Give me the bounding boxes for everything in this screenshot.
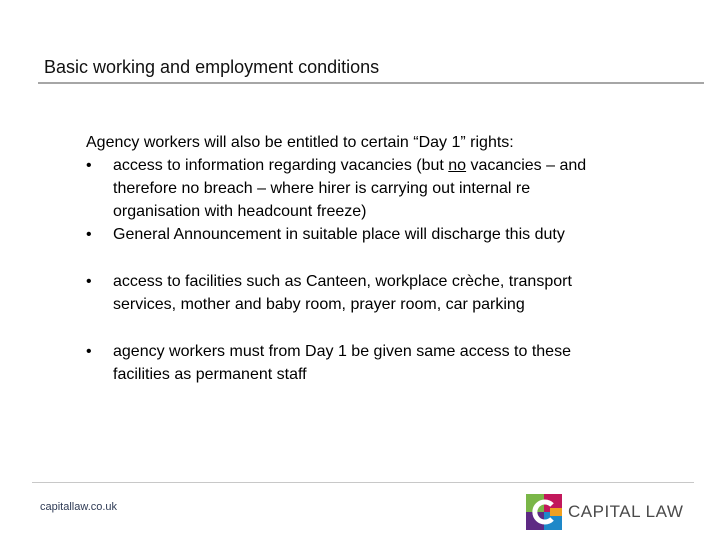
bullet-item [86, 223, 606, 246]
title-divider [38, 82, 704, 84]
bullet-item [86, 340, 606, 386]
footer-divider [32, 482, 694, 483]
bullet-marker: • [86, 226, 92, 243]
bullet-emphasis: no [448, 157, 467, 174]
bullet-text: agency workers must from Day 1 be given same access to these facilities as permanent staff [113, 343, 571, 383]
bullet-marker: • [86, 343, 92, 360]
bullet-item [86, 270, 606, 316]
slide-body [86, 131, 606, 386]
slide-title: Basic working and employment conditions [44, 57, 380, 77]
bullet-marker: • [86, 157, 92, 174]
intro-text: Agency workers will also be entitled to certain “Day 1” rights: [86, 134, 514, 151]
company-wordmark: CAPITAL LAW [568, 502, 684, 521]
footer-website: capitallaw.co.uk [40, 501, 118, 513]
bullet-text: access to facilities such as Canteen, workplace crèche, transport services, mother and baby room, prayer room, car parking [113, 273, 572, 313]
capital-law-c-icon [526, 494, 562, 530]
bullet-text-part: access to information regarding vacancies (but [113, 157, 449, 174]
bullet-text-part: vacancies – and therefore no breach – where hirer is carrying out internal re organisation with headcount freeze) [113, 157, 587, 220]
bullet-item [86, 154, 606, 223]
bullet-text: General Announcement in suitable place will discharge this duty [113, 226, 565, 243]
bullet-marker: • [86, 273, 92, 290]
